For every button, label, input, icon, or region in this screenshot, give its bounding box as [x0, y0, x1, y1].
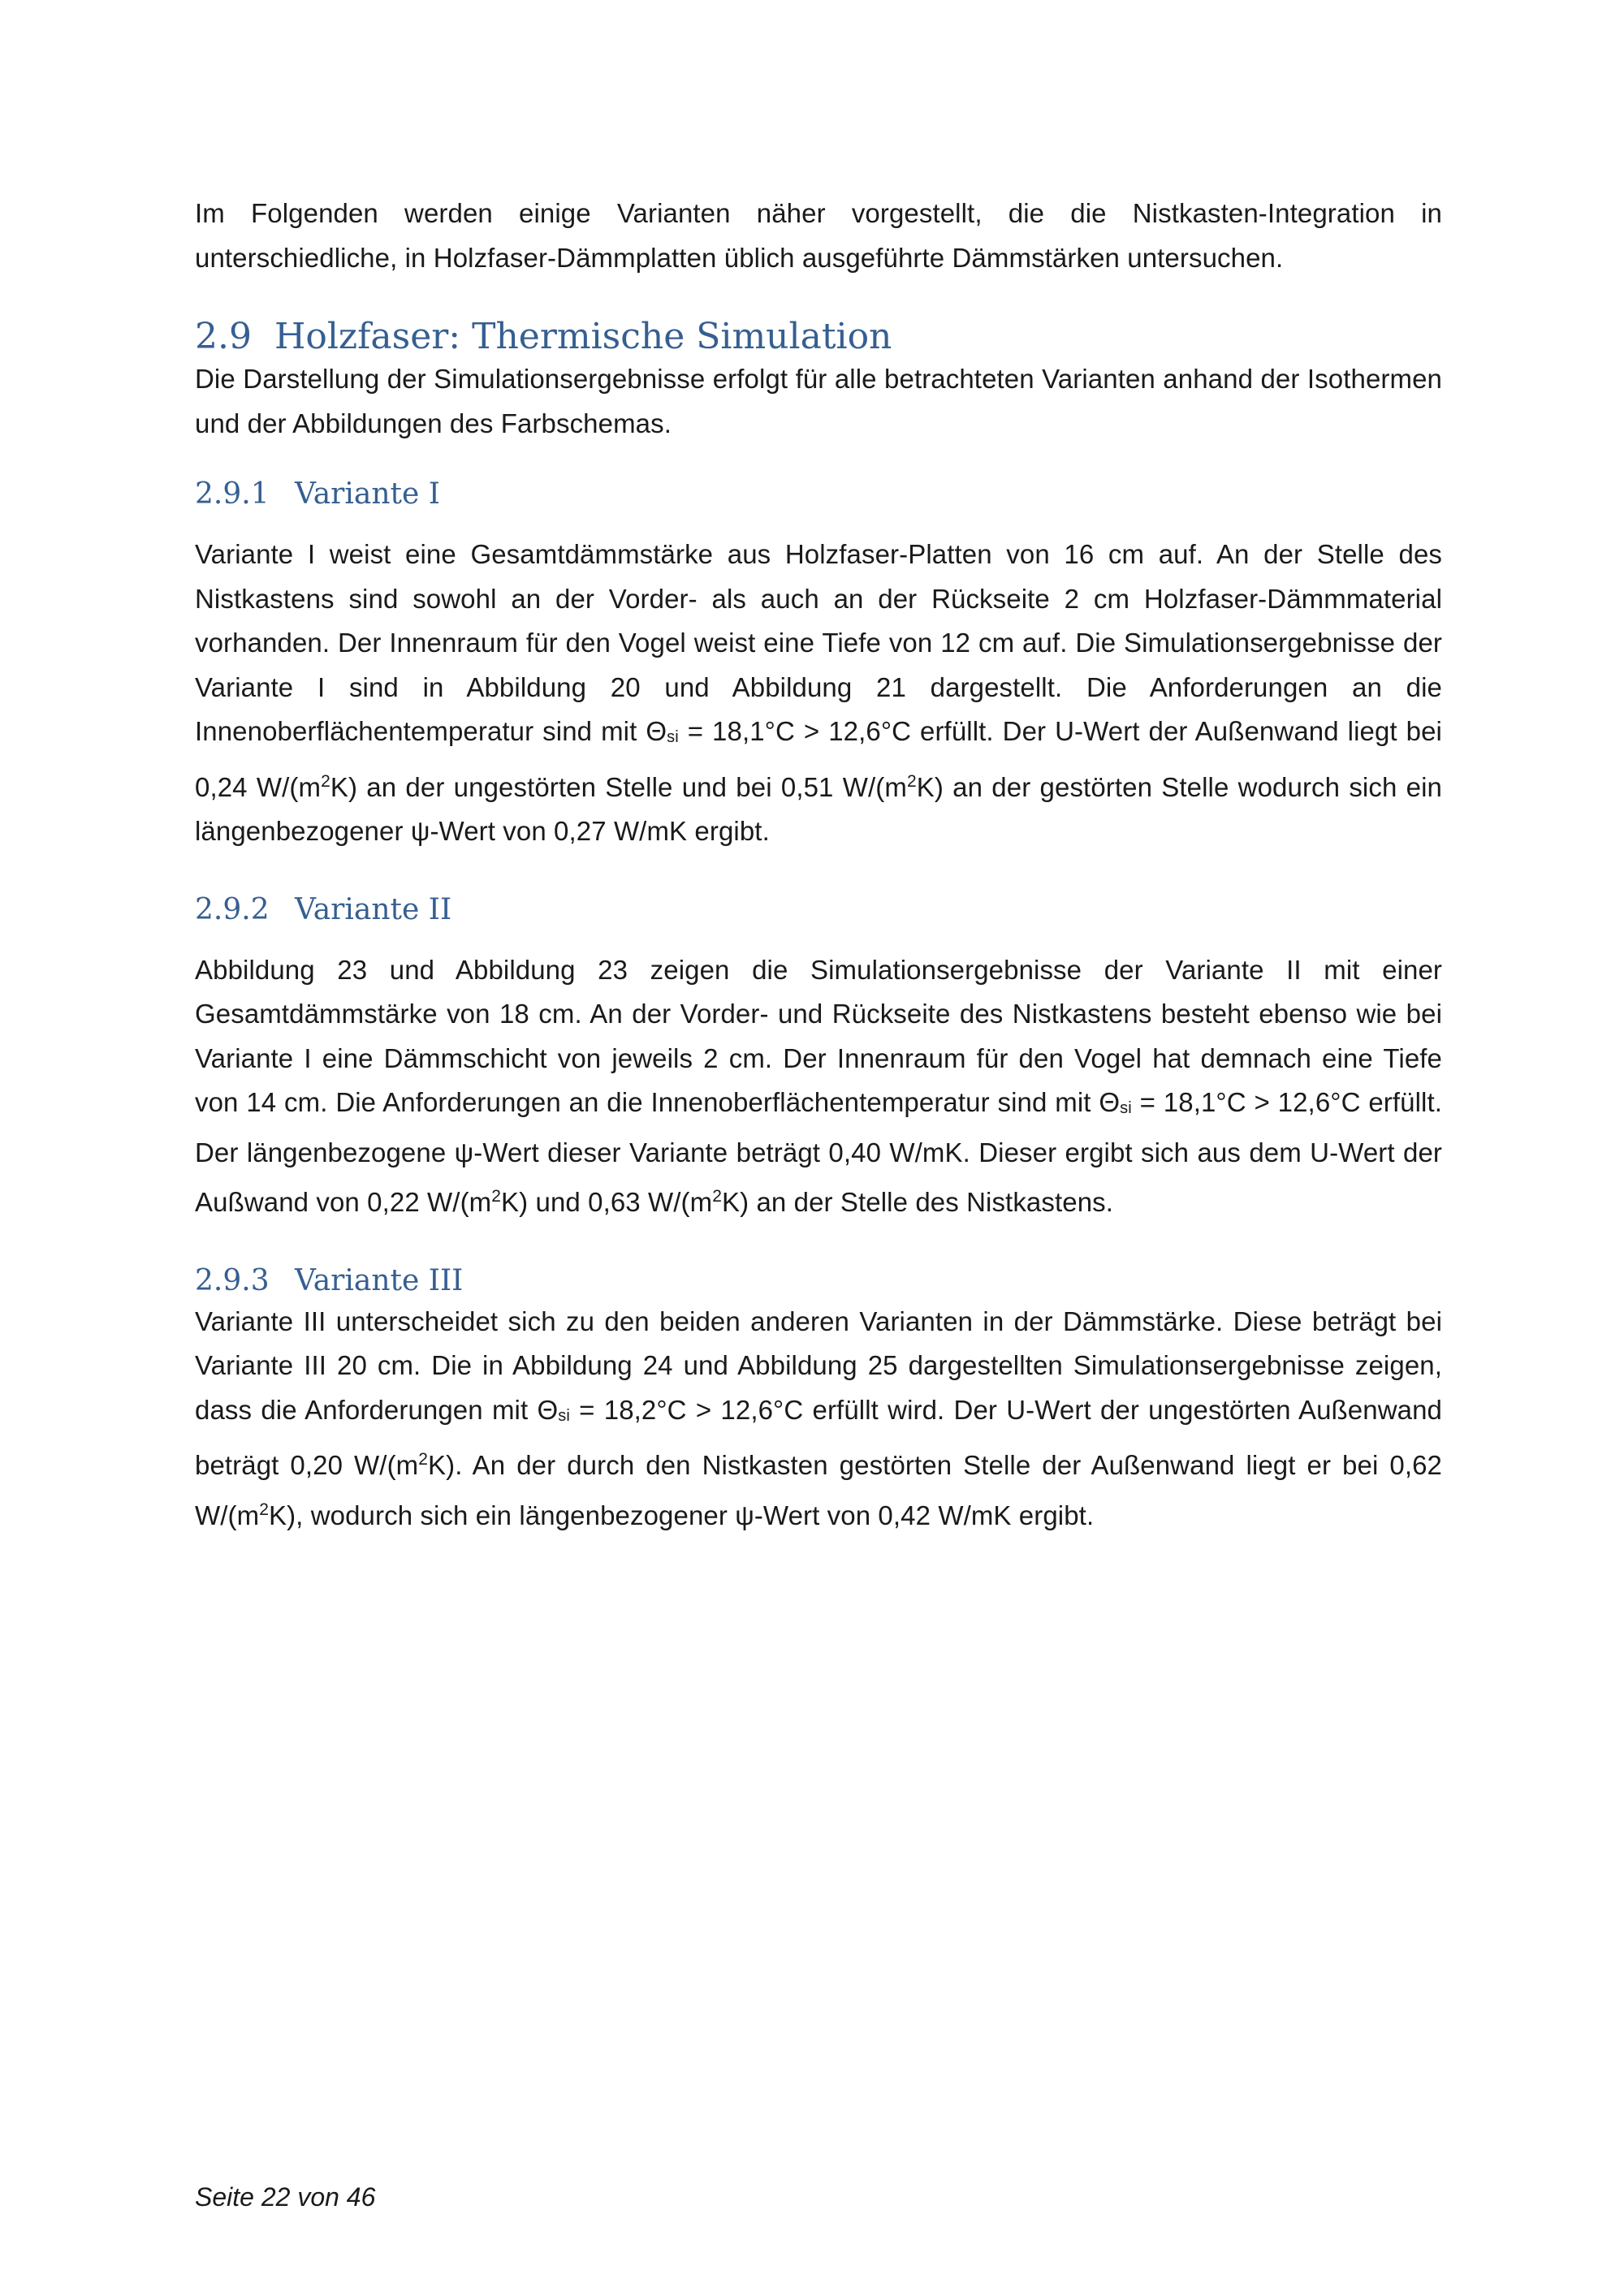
variante-2-paragraph: Abbildung 23 und Abbildung 23 zeigen die Simulationsergebnisse der Variante II mit einer Gesamtdämmstärke von 18 cm. An der Vorder- und Rückseite des Nistkastens besteht ebenso wie bei Variante I eine Dämmschicht von jeweils 2 cm. Der Innenraum für den Vogel hat demnach eine Tiefe von 14 cm. Die Anforderungen an die Innenoberflächentemperatur sind mit $\Theta_{si} = 18,1^\circ C > 12,6^\circ C$ erfüllt. Der längenbezogene ψ-Wert dieser Variante beträgt 0,40 W/mK. Dieser ergibt sich aus dem U-Wert der Außwand von 0,22 $W/(m^2K)$ und 0,63 $W/(m^2K)$ an der Stelle des Nistkastens.	[195, 954, 1442, 1217]
variante-1-paragraph: Variante I weist eine Gesamtdämmstärke aus Holzfaser-Platten von 16 cm auf. An der Stelle des Nistkastens sind sowohl an der Vorder- als auch an der Rückseite 2 cm Holzfaser-Dämmmaterial vorhanden. Der Innenraum für den Vogel weist eine Tiefe von 12 cm auf. Die Simulationsergebnisse der Variante I sind in Abbildung 20 und Abbildung 21 dargestellt. Die Anforderungen an die Innenoberflächentemperatur sind mit $\Theta_{si} = 18,1^\circ C > 12,6^\circ C$ erfüllt. Der U-Wert der Außenwand liegt bei 0,24 $W/(m^2K)$ an der ungestörten Stelle und bei 0,51 $W/(m^2K)$ an der gestörten Stelle wodurch sich ein längenbezogener ψ-Wert von 0,27 W/mK ergibt.	[195, 539, 1442, 846]
subsection-title: Variante II	[295, 892, 452, 926]
section-2-9-paragraph: Die Darstellung der Simulationsergebnisse erfolgt für alle betrachteten Varianten anhand der Isothermen und der Abbildungen des Farbschemas.	[195, 364, 1442, 438]
subsection-number: 2.9.3	[195, 1263, 270, 1297]
page-footer: Seite 22 von 46	[195, 2182, 376, 2212]
subsection-heading-2-9-2	[195, 890, 1442, 930]
variante-3-paragraph: Variante III unterscheidet sich zu den beiden anderen Varianten in der Dämmstärke. Diese beträgt bei Variante III 20 cm. Die in Abbildung 24 und Abbildung 25 dargestellten Simulationsergebnisse zeigen, dass die Anforderungen mit $\Theta_{si} = 18,2^\circ C > 12,6^\circ C$ erfüllt wird. Der U-Wert der ungestörten Außenwand beträgt 0,20 $W/(m^2K)$. An der durch den Nistkasten gestörten Stelle der Außenwand liegt er bei 0,62 $W/(m^2K)$, wodurch sich ein längenbezogener ψ-Wert von 0,42 W/mK ergibt.	[195, 1306, 1443, 1530]
subsection-number: 2.9.2	[195, 892, 270, 926]
intro-paragraph: Im Folgenden werden einige Varianten näher vorgestellt, die die Nistkasten-Integration in unterschiedliche, in Holzfaser-Dämmplatten üblich ausgeführte Dämmstärken untersuchen.	[195, 198, 1442, 273]
section-heading-2-9	[195, 314, 1442, 360]
subsection-title: Variante III	[295, 1263, 464, 1297]
page-content	[195, 192, 1442, 1538]
section-title: Holzfaser: Thermische Simulation	[274, 316, 892, 357]
subsection-number: 2.9.1	[195, 477, 270, 511]
subsection-heading-2-9-1	[195, 474, 1442, 515]
subsection-heading-2-9-3	[195, 1261, 1442, 1301]
section-number: 2.9	[195, 316, 252, 357]
subsection-title: Variante I	[295, 477, 440, 511]
